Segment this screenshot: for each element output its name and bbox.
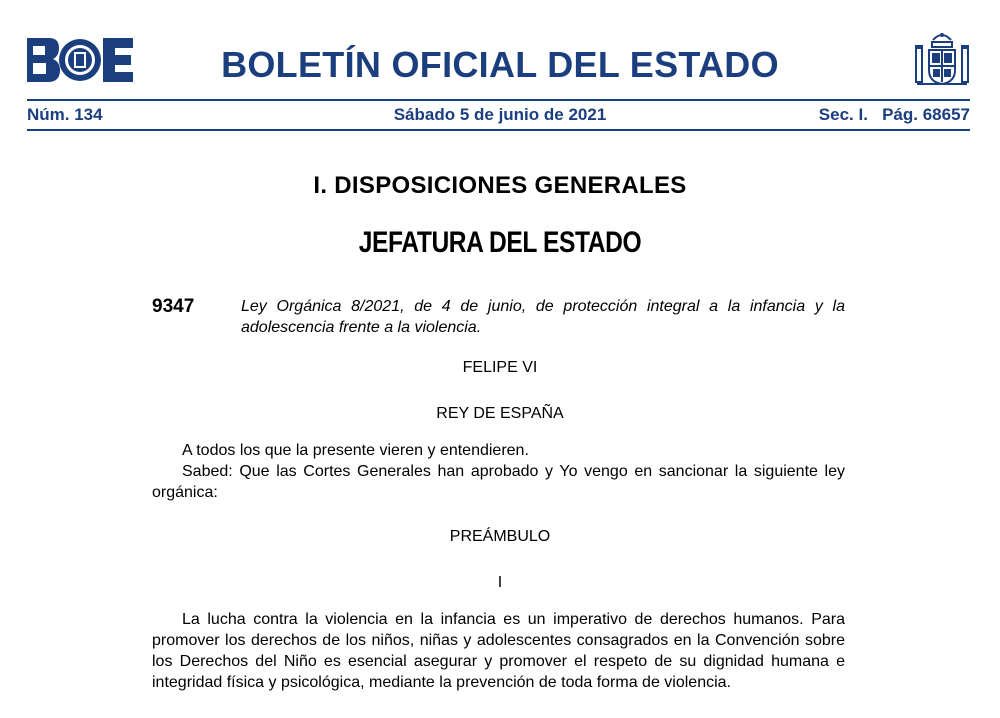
header-bottom-rule	[27, 129, 970, 131]
law-title: Ley Orgánica 8/2021, de 4 de junio, de protección integral a la infancia y la adolescencia frente a la violencia.	[241, 298, 845, 336]
paragraph-sabed	[152, 461, 845, 503]
paragraph-greeting-text: A todos los que la presente vieren y entendieren.	[182, 442, 529, 459]
section-title: I. DISPOSICIONES GENERALES	[313, 172, 687, 199]
paragraph-preamble	[152, 609, 845, 693]
document-number: 9347	[152, 296, 195, 317]
paragraph-greeting	[152, 440, 845, 461]
issue-number: Núm. 134	[27, 105, 103, 124]
bulletin-title: BOLETÍN OFICIAL DEL ESTADO	[221, 44, 779, 85]
preamble-section-numeral: I	[497, 574, 503, 591]
monarch-title: REY DE ESPAÑA	[436, 405, 564, 422]
header-top-rule	[27, 99, 970, 101]
paragraph-sabed-text: Sabed: Que las Cortes Generales han aprobado y Yo vengo en sancionar la siguiente ley orgánica:	[152, 463, 845, 501]
monarch-name: FELIPE VI	[462, 359, 538, 376]
section-page: Sec. I. Pág. 68657	[818, 105, 970, 124]
masthead	[0, 0, 1000, 98]
spain-coat-of-arms-icon	[913, 30, 971, 90]
organism-title: JEFATURA DEL ESTADO	[358, 226, 642, 259]
paragraph-preamble-text: La lucha contra la violencia en la infancia es un imperativo de derechos humanos. Para promover los derechos de los niños, niñas y adolescentes consagrados en la Convención sobre los Derechos del Niño es esencial asegurar y promover el respeto de su dignidad humana e integridad física y psicológica, mediante la prevención de toda forma de violencia.	[152, 611, 845, 691]
issue-date: Sábado 5 de junio de 2021	[393, 105, 607, 124]
preamble-title: PREÁMBULO	[449, 528, 551, 545]
